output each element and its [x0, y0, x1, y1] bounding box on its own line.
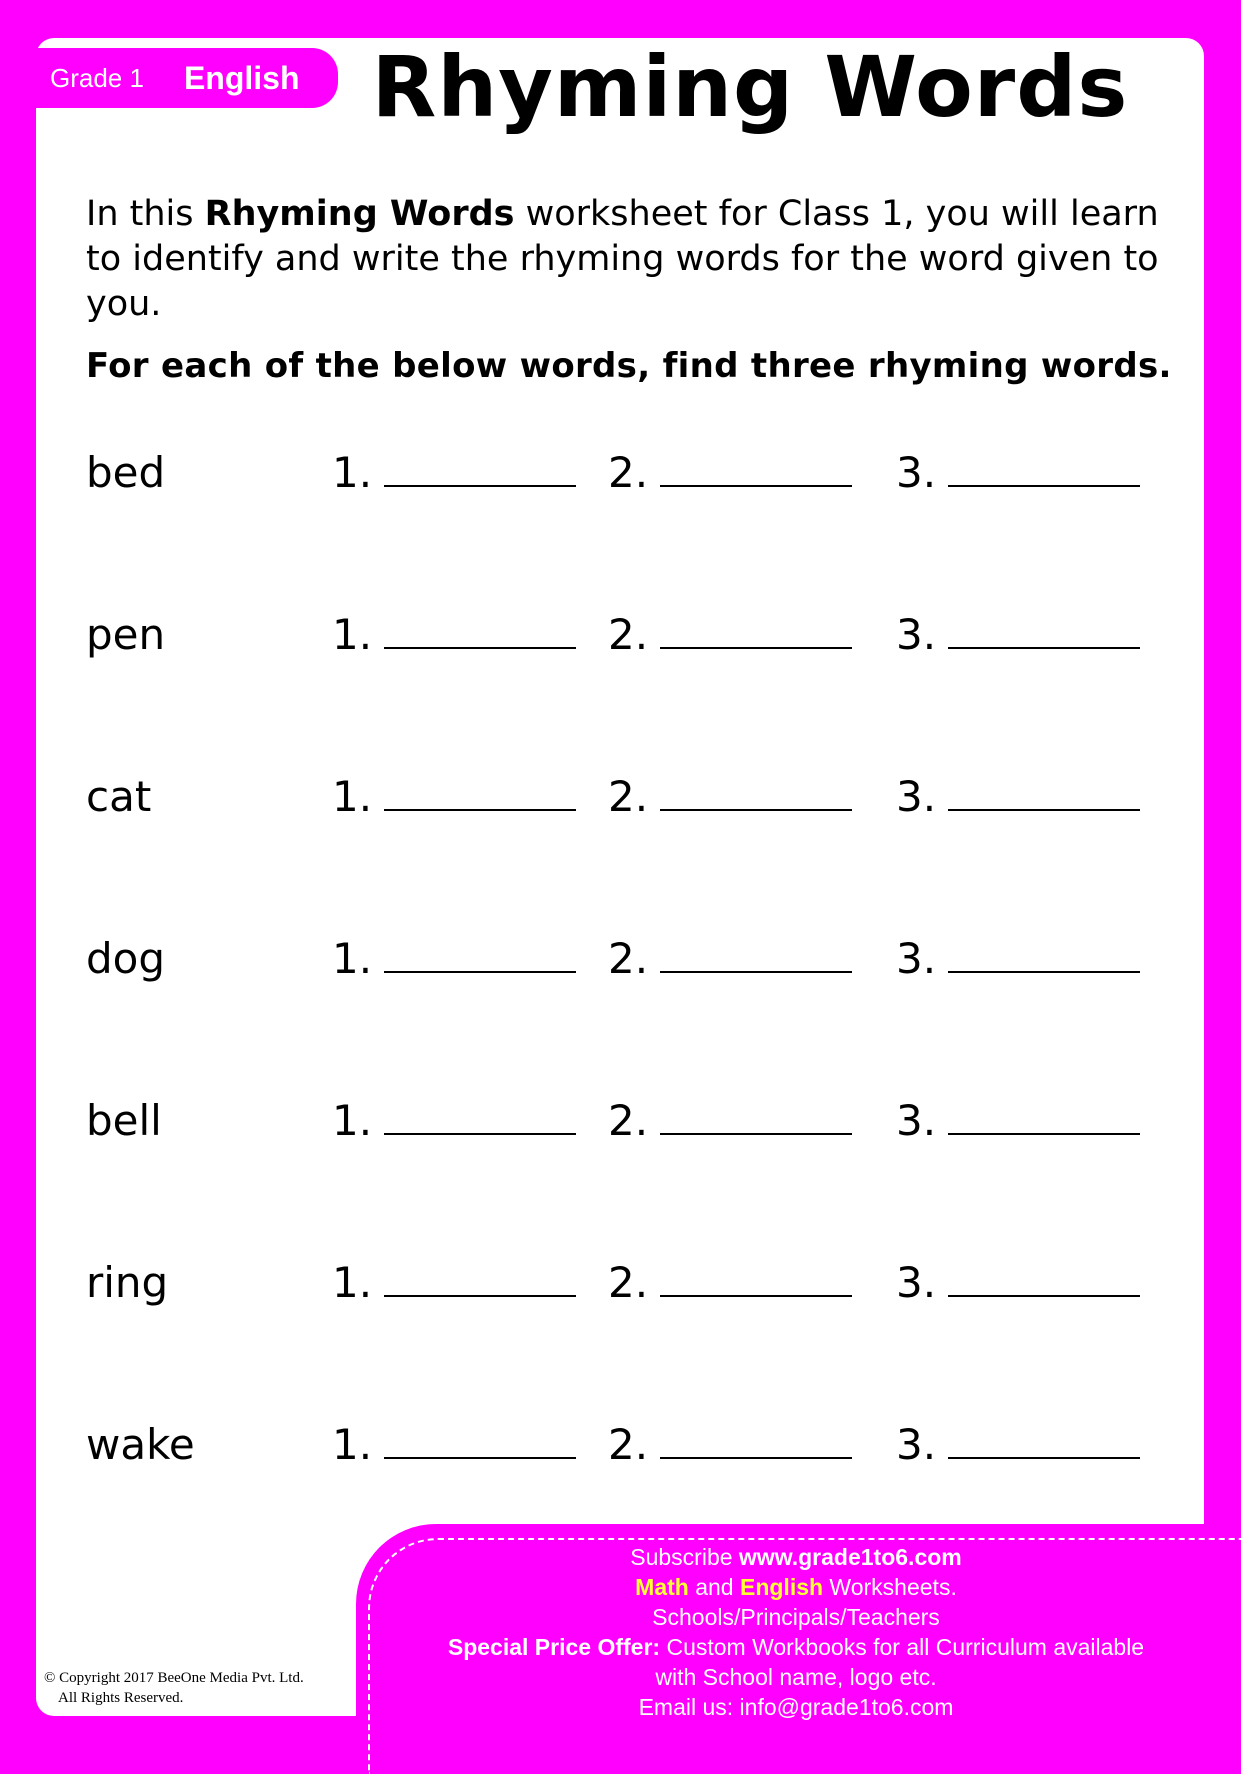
slot-number: 1. [332, 610, 373, 659]
slot-number: 2. [608, 610, 649, 659]
prompt-word: dog [86, 934, 166, 983]
slot-number: 1. [332, 772, 373, 821]
slot-number: 1. [332, 1258, 373, 1307]
and-text: and [688, 1574, 740, 1600]
intro-bold: Rhyming Words [204, 194, 515, 234]
exercise-row [86, 764, 1186, 926]
copyright-notice [44, 1668, 374, 1708]
offer-text: Custom Workbooks for all Curriculum available [660, 1634, 1145, 1660]
answer-slot-1[interactable] [332, 1258, 576, 1307]
intro-paragraph [86, 192, 1166, 327]
answer-line[interactable] [384, 485, 576, 487]
answer-line[interactable] [660, 647, 852, 649]
exercise-row [86, 1088, 1186, 1250]
answer-line[interactable] [384, 971, 576, 973]
prompt-word: cat [86, 772, 152, 821]
answer-line[interactable] [948, 1295, 1140, 1297]
instruction: For each of the below words, find three rhyming words. [86, 346, 1172, 386]
slot-number: 2. [608, 934, 649, 983]
slot-number: 2. [608, 1258, 649, 1307]
email-line[interactable]: Email us: info@grade1to6.com [638, 1694, 954, 1720]
answer-slot-3[interactable] [896, 1420, 1140, 1469]
answer-slot-2[interactable] [608, 772, 852, 821]
answer-line[interactable] [384, 647, 576, 649]
audience-line: Schools/Principals/Teachers [652, 1604, 940, 1630]
answer-slot-3[interactable] [896, 772, 1140, 821]
page-title: Rhyming Words [371, 38, 1129, 136]
slot-number: 3. [896, 772, 937, 821]
answer-slot-3[interactable] [896, 610, 1140, 659]
slot-number: 1. [332, 934, 373, 983]
answer-line[interactable] [948, 485, 1140, 487]
slot-number: 3. [896, 448, 937, 497]
slot-number: 2. [608, 1096, 649, 1145]
subjects-line [376, 1572, 1216, 1602]
site-link[interactable]: www.grade1to6.com [738, 1544, 962, 1570]
offer-line [376, 1632, 1216, 1662]
slot-number: 3. [896, 1420, 937, 1469]
slot-number: 3. [896, 1096, 937, 1145]
prompt-word: bed [86, 448, 166, 497]
answer-line[interactable] [948, 647, 1140, 649]
subject-label: English [183, 59, 300, 96]
exercise-row [86, 1250, 1186, 1412]
answer-slot-2[interactable] [608, 934, 852, 983]
answer-line[interactable] [384, 809, 576, 811]
offer-label: Special Price Offer: [447, 1634, 661, 1660]
intro-before: In this [86, 194, 205, 234]
english-label: English [739, 1574, 824, 1600]
answer-line[interactable] [948, 1133, 1140, 1135]
answer-line[interactable] [384, 1457, 576, 1459]
answer-line[interactable] [660, 1133, 852, 1135]
answer-slot-2[interactable] [608, 1096, 852, 1145]
prompt-word: wake [86, 1420, 195, 1469]
answer-line[interactable] [948, 809, 1140, 811]
worksheets-text: Worksheets. [823, 1574, 957, 1600]
exercise-list [86, 440, 1186, 1574]
slot-number: 3. [896, 610, 937, 659]
slot-number: 3. [896, 934, 937, 983]
prompt-word: pen [86, 610, 166, 659]
intro-after: worksheet for Class 1, you will learn to identify and write the rhyming words for the word given to you. [86, 194, 1159, 324]
slot-number: 2. [608, 448, 649, 497]
slot-number: 2. [608, 1420, 649, 1469]
promo-footer [356, 1524, 1241, 1754]
answer-slot-1[interactable] [332, 610, 576, 659]
answer-slot-1[interactable] [332, 1096, 576, 1145]
exercise-row [86, 602, 1186, 764]
answer-slot-1[interactable] [332, 772, 576, 821]
grade-subject-tab [36, 48, 338, 108]
exercise-row [86, 440, 1186, 602]
math-label: Math [635, 1574, 689, 1600]
footer-text [376, 1542, 1216, 1722]
answer-slot-3[interactable] [896, 448, 1140, 497]
answer-slot-3[interactable] [896, 934, 1140, 983]
answer-line[interactable] [660, 971, 852, 973]
slot-number: 1. [332, 448, 373, 497]
answer-slot-2[interactable] [608, 1258, 852, 1307]
answer-line[interactable] [948, 971, 1140, 973]
answer-slot-2[interactable] [608, 1420, 852, 1469]
answer-line[interactable] [948, 1457, 1140, 1459]
answer-slot-1[interactable] [332, 448, 576, 497]
prompt-word: ring [86, 1258, 169, 1307]
answer-slot-2[interactable] [608, 448, 852, 497]
offer-line-2: with School name, logo etc. [655, 1664, 937, 1690]
answer-line[interactable] [660, 485, 852, 487]
grade-label: Grade 1 [50, 62, 144, 93]
answer-slot-2[interactable] [608, 610, 852, 659]
answer-slot-1[interactable] [332, 934, 576, 983]
answer-slot-3[interactable] [896, 1258, 1140, 1307]
answer-slot-3[interactable] [896, 1096, 1140, 1145]
subscribe-prefix: Subscribe [630, 1544, 739, 1570]
copyright-line: © Copyright 2017 BeeOne Media Pvt. Ltd. [44, 1670, 304, 1686]
slot-number: 2. [608, 772, 649, 821]
slot-number: 1. [332, 1096, 373, 1145]
answer-line[interactable] [660, 1295, 852, 1297]
answer-line[interactable] [660, 809, 852, 811]
answer-slot-1[interactable] [332, 1420, 576, 1469]
slot-number: 1. [332, 1420, 373, 1469]
answer-line[interactable] [660, 1457, 852, 1459]
slot-number: 3. [896, 1258, 937, 1307]
subscribe-line [376, 1542, 1216, 1572]
rights-line: All Rights Reserved. [58, 1690, 184, 1706]
answer-line[interactable] [384, 1295, 576, 1297]
exercise-row [86, 926, 1186, 1088]
answer-line[interactable] [384, 1133, 576, 1135]
prompt-word: bell [86, 1096, 162, 1145]
